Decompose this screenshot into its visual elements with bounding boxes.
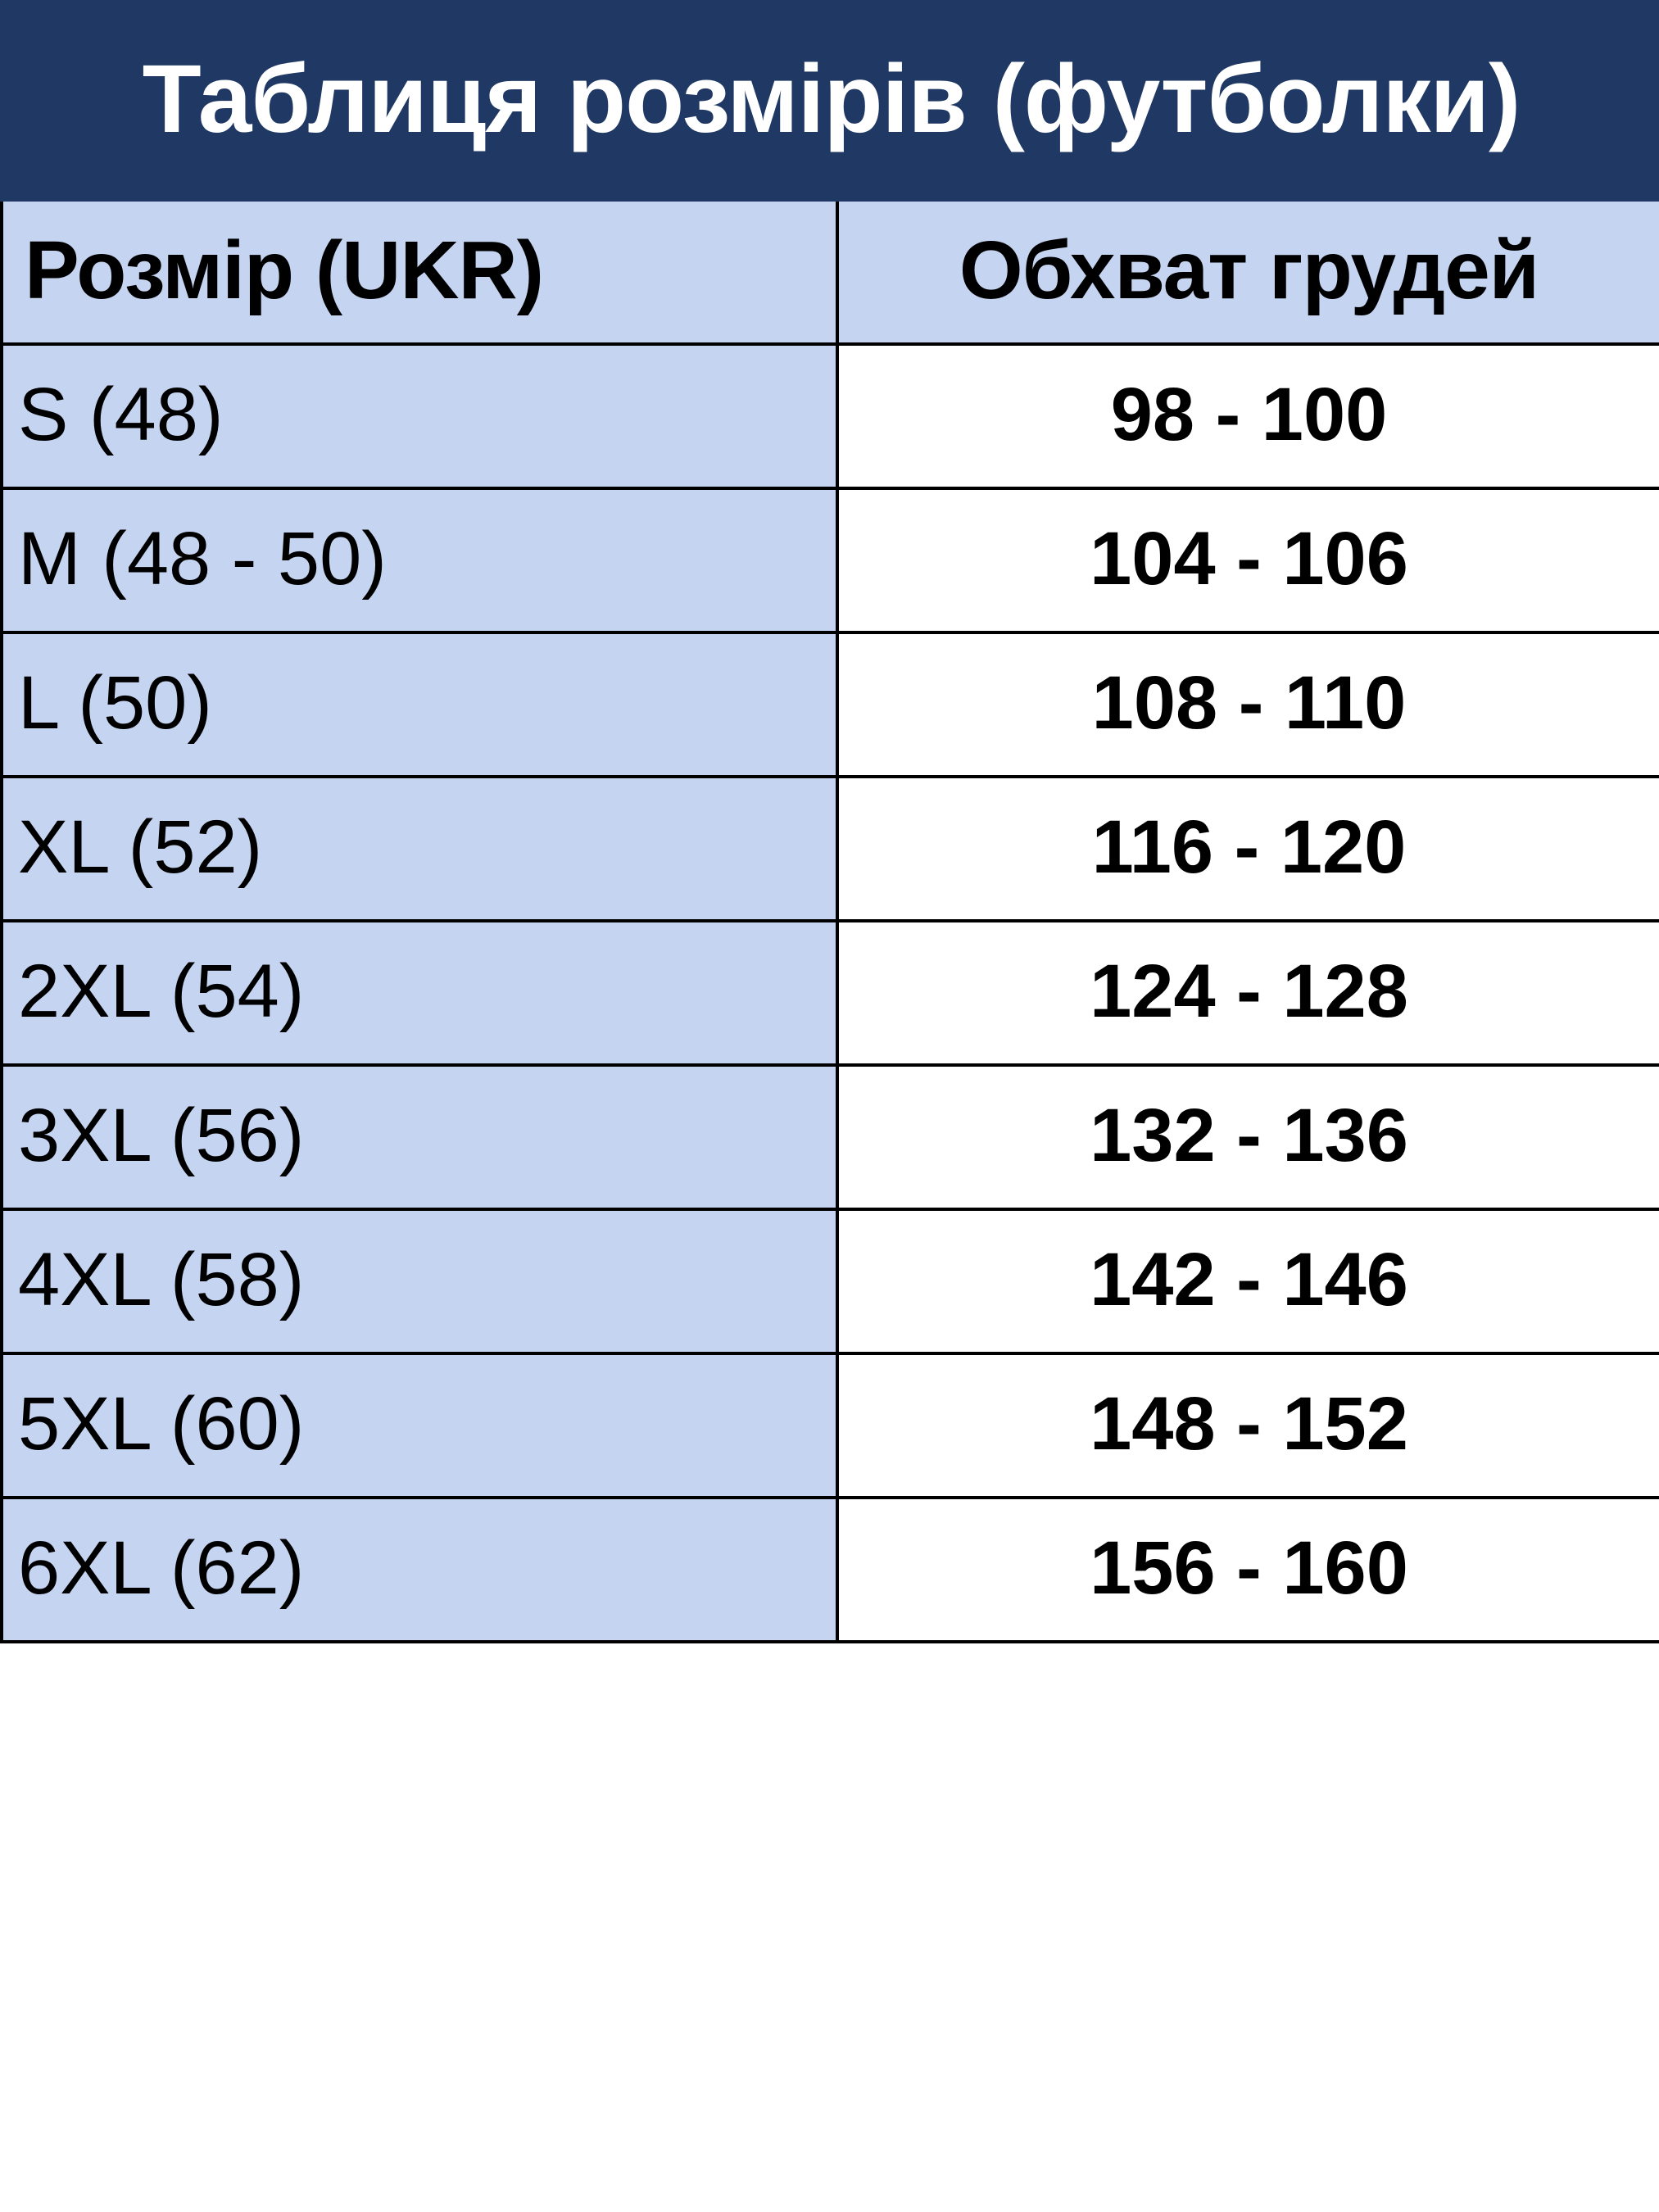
table-row	[2, 1353, 1659, 1498]
table-row	[2, 1209, 1659, 1353]
table-row	[2, 488, 1659, 632]
table-row	[2, 344, 1659, 488]
cell-size: XL (52)	[2, 777, 837, 921]
table-row	[2, 921, 1659, 1065]
cell-size: 2XL (54)	[2, 921, 837, 1065]
table-title-row	[2, 2, 1659, 200]
cell-chest: 156 - 160	[837, 1498, 1659, 1642]
table-row	[2, 632, 1659, 777]
cell-chest: 142 - 146	[837, 1209, 1659, 1353]
cell-size: 6XL (62)	[2, 1498, 837, 1642]
cell-size: 5XL (60)	[2, 1353, 837, 1498]
cell-chest: 108 - 110	[837, 632, 1659, 777]
cell-chest: 124 - 128	[837, 921, 1659, 1065]
cell-size: S (48)	[2, 344, 837, 488]
table-row	[2, 777, 1659, 921]
table-row	[2, 1065, 1659, 1209]
table-header-row	[2, 200, 1659, 344]
cell-size: 4XL (58)	[2, 1209, 837, 1353]
cell-size: L (50)	[2, 632, 837, 777]
cell-chest: 98 - 100	[837, 344, 1659, 488]
column-header-size: Розмір (UKR)	[2, 200, 837, 344]
cell-chest: 104 - 106	[837, 488, 1659, 632]
cell-size: 3XL (56)	[2, 1065, 837, 1209]
column-header-chest: Обхват грудей	[837, 200, 1659, 344]
cell-chest: 132 - 136	[837, 1065, 1659, 1209]
cell-chest: 148 - 152	[837, 1353, 1659, 1498]
page-title: Таблиця розмірів (футболки)	[2, 2, 1659, 200]
table-row	[2, 1498, 1659, 1642]
cell-size: M (48 - 50)	[2, 488, 837, 632]
cell-chest: 116 - 120	[837, 777, 1659, 921]
